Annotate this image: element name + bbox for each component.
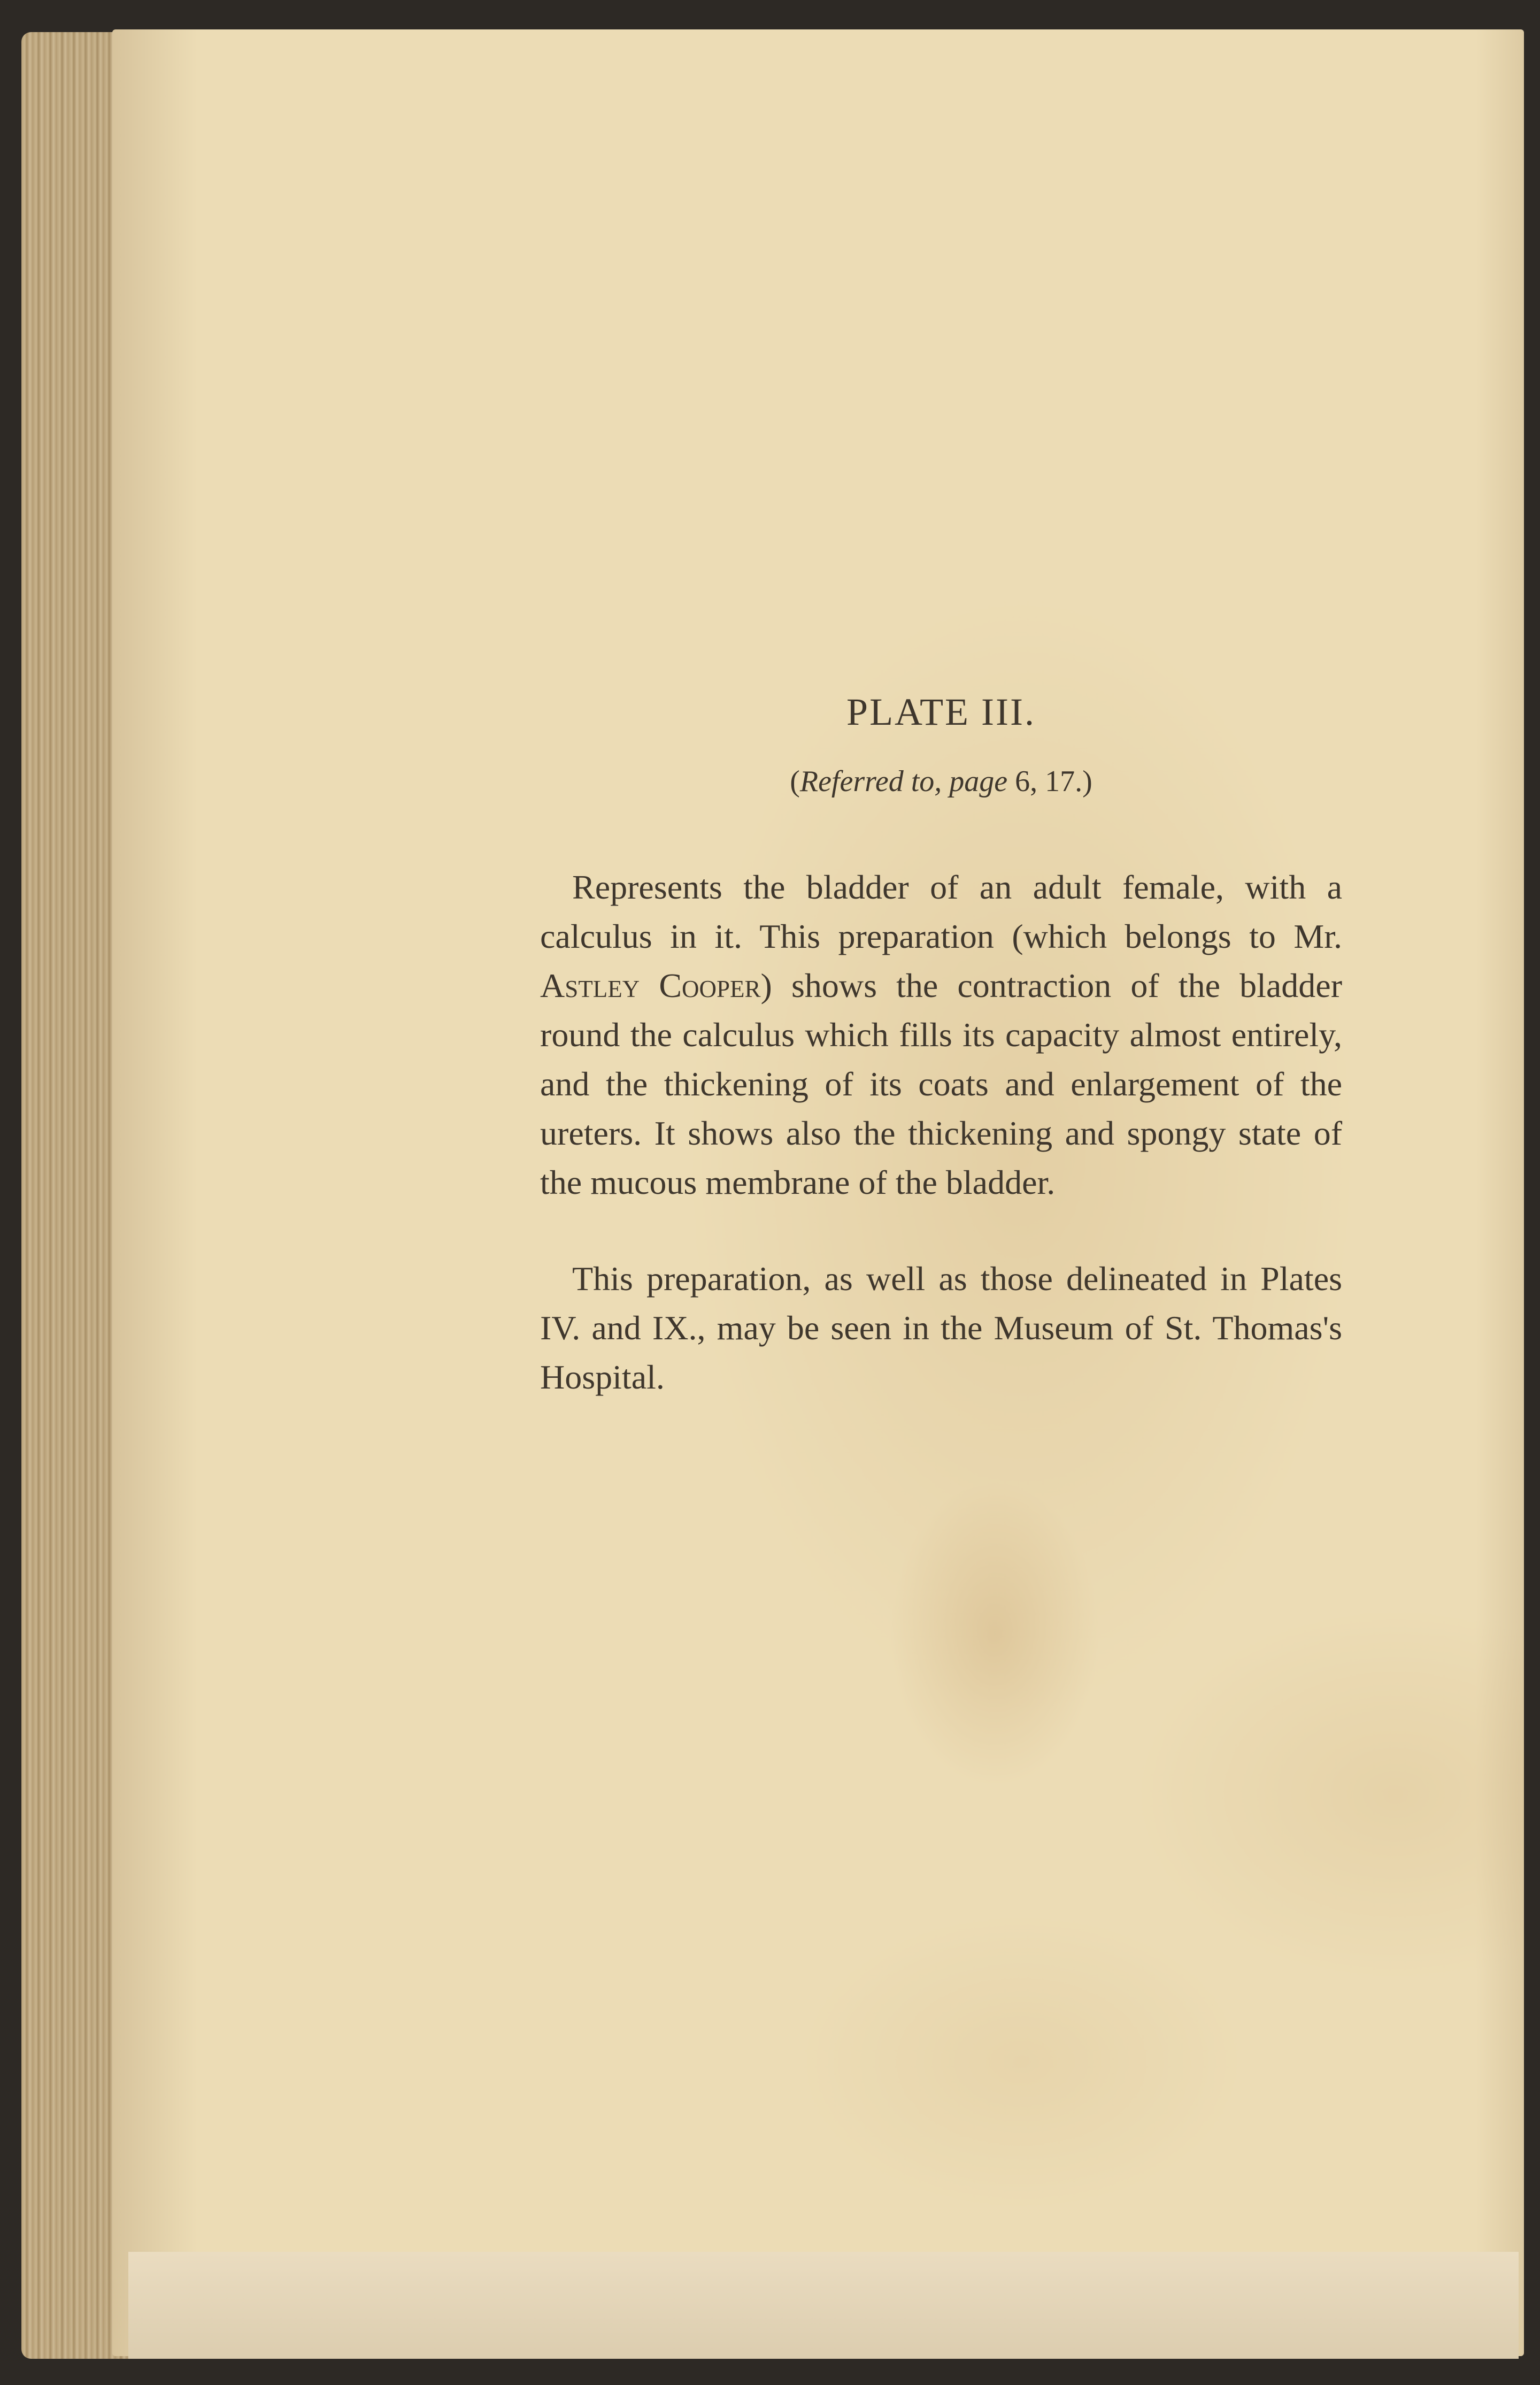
page-bottom-edge [128, 2252, 1519, 2359]
reference-italic: Referred to, page [799, 765, 1008, 798]
paragraph-description [540, 863, 1342, 1207]
plate-reference [540, 764, 1342, 799]
paragraph-description-part1: Represents the bladder of an adult female, with a calculus in it. This preparation (which belongs to [540, 868, 1342, 955]
page-text [540, 690, 1342, 1449]
owner-name: Astley Cooper [540, 967, 761, 1004]
reference-pages: 6, 17.) [1007, 765, 1092, 798]
reference-open: ( [790, 765, 800, 798]
plate-title: PLATE III. [846, 691, 1036, 733]
owner-prefix: Mr. [1293, 917, 1342, 955]
paragraph-location: This preparation, as well as those delineated in Plates IV. and IX., may be seen in the Museum of St. Thomas's Hospital. [540, 1260, 1342, 1396]
paragraph-description-part2: ) shows the contraction of the bladder round the calculus which fills its capacity almost entirely, and the thickening of its coats and enlargement of the ureters. It shows also the thickening and spongy state of the mucous membrane of the bladder. [540, 967, 1342, 1201]
